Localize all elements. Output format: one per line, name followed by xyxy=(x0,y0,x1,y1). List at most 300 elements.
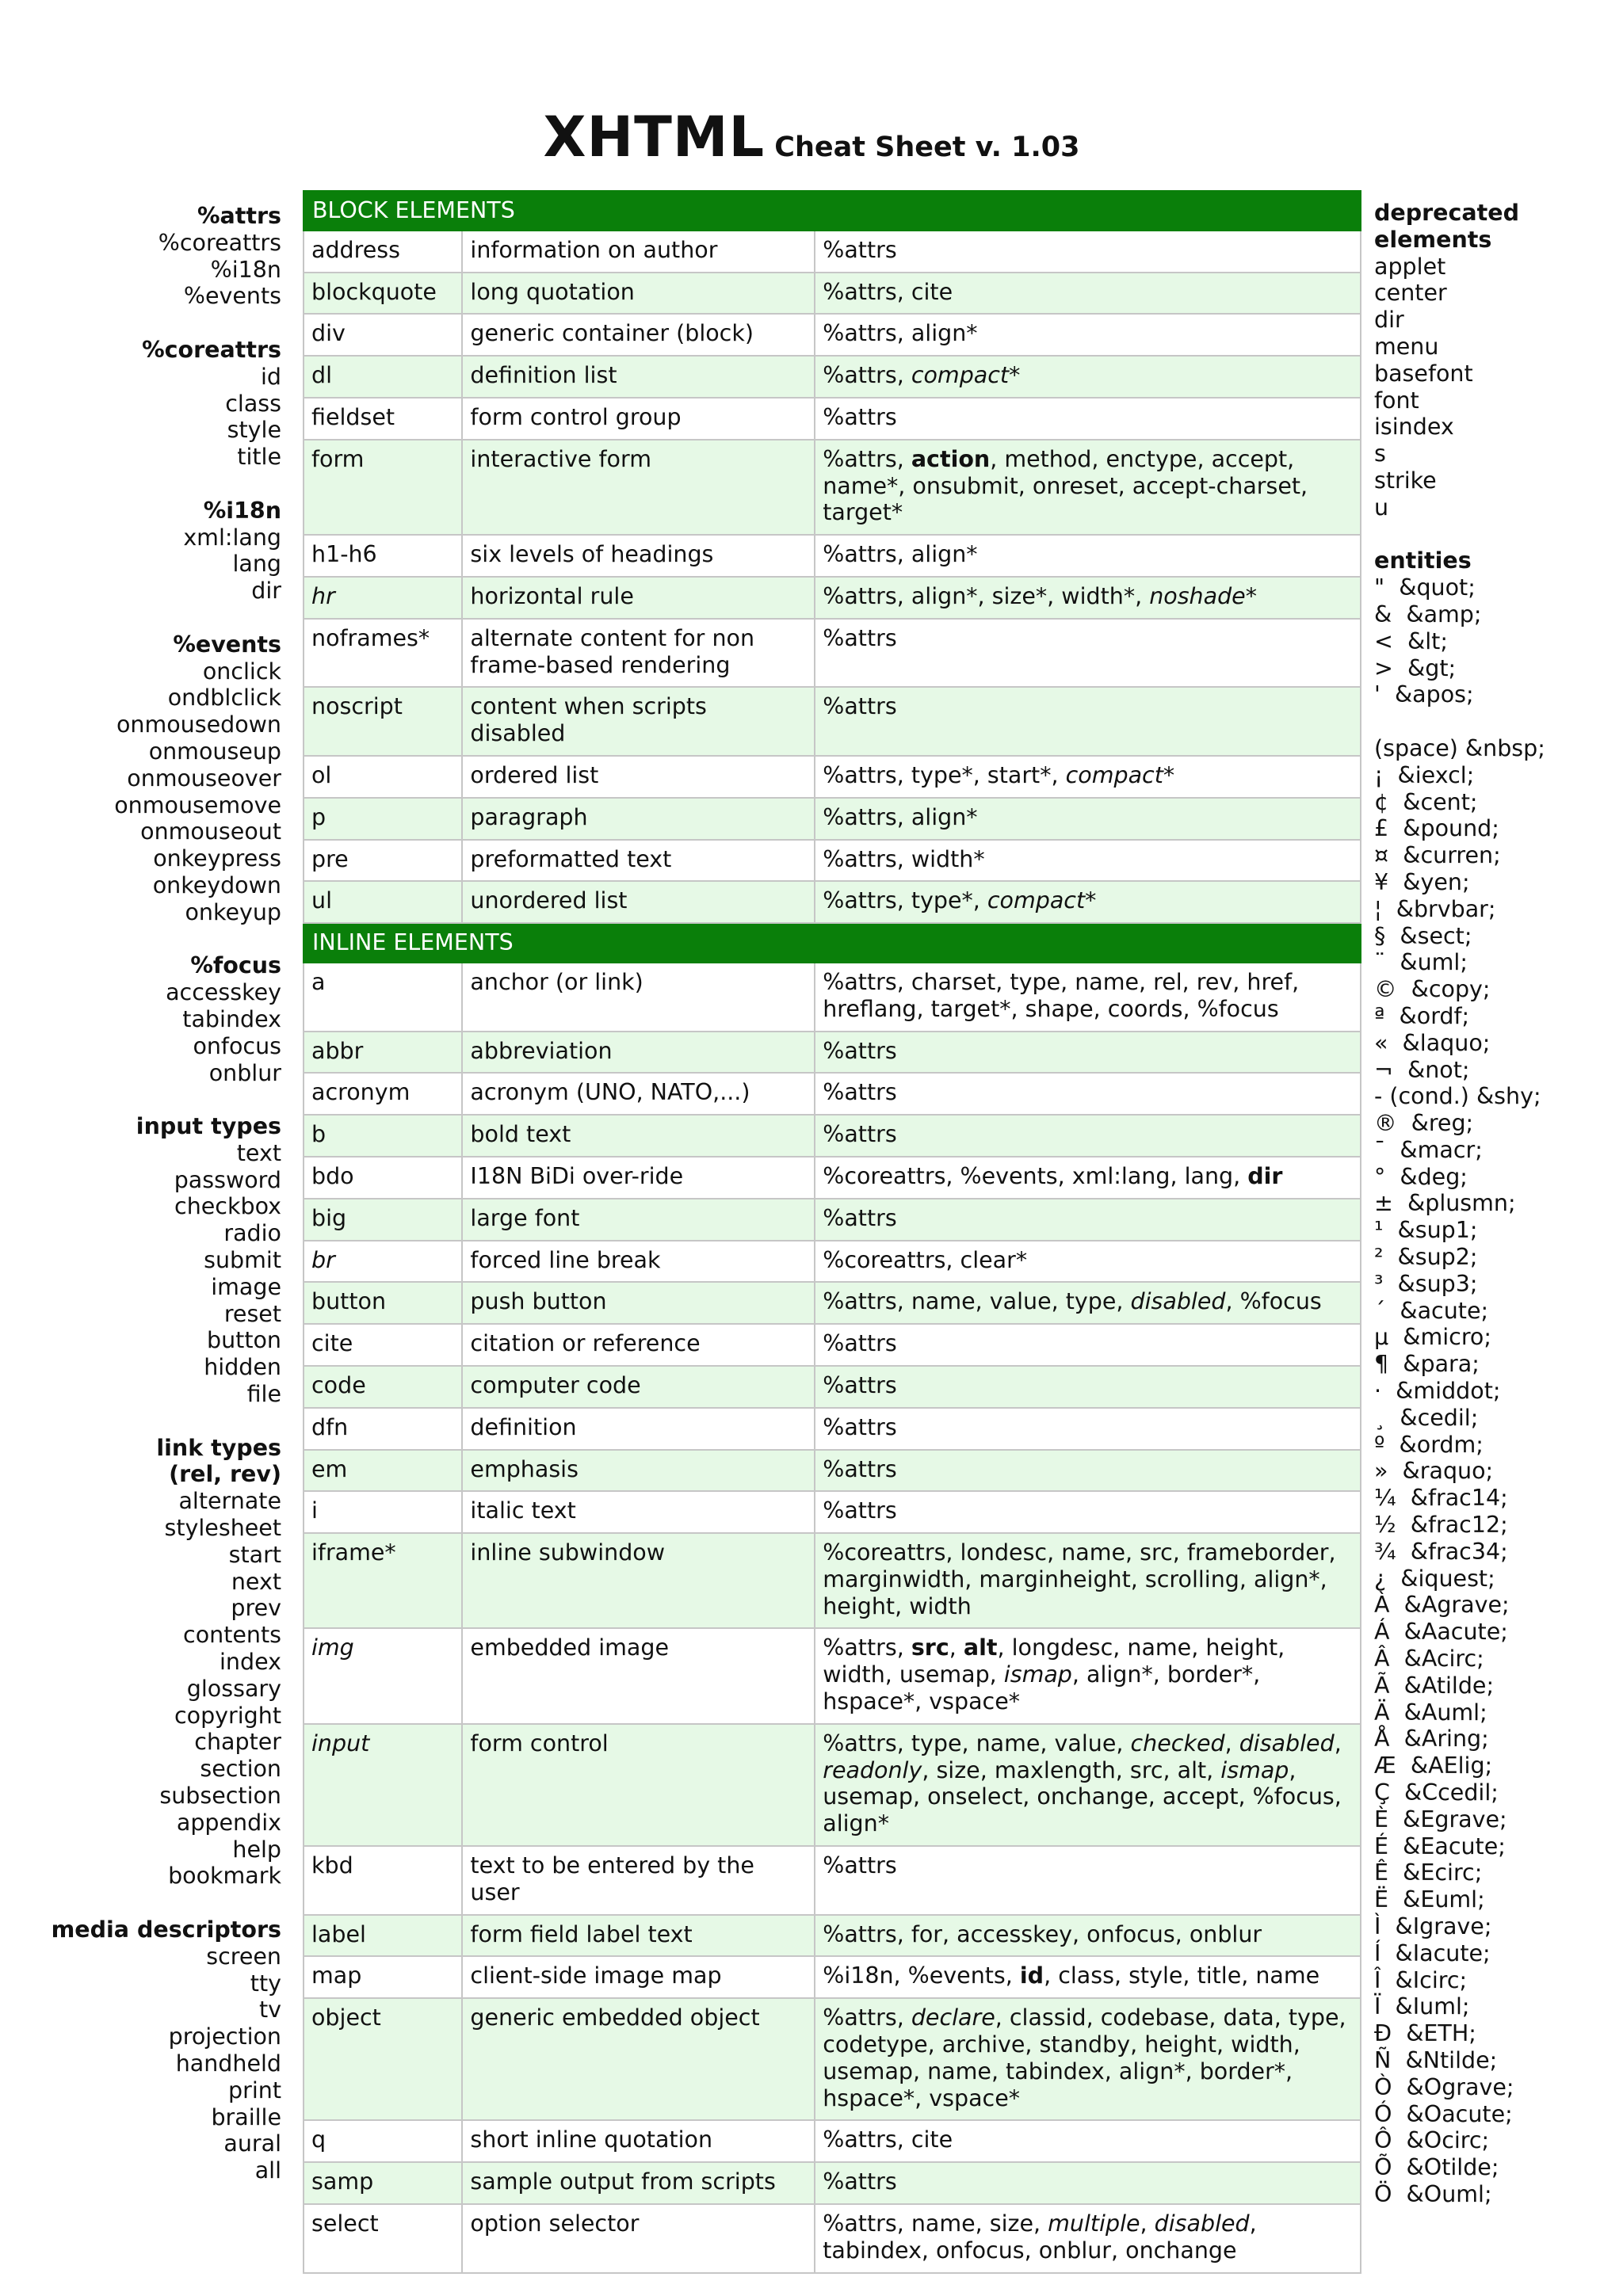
left-item: reset xyxy=(223,1300,281,1327)
attribute-text: compact* xyxy=(987,887,1097,914)
right-item: font xyxy=(1374,387,1419,414)
attribute-text: , tabindex, onfocus, onblur, onchange xyxy=(823,2210,1257,2264)
left-item: section xyxy=(200,1756,281,1783)
attribute-text: , xyxy=(1224,1730,1239,1756)
element-name: ul xyxy=(311,887,332,914)
right-item: º &ordm; xyxy=(1374,1431,1484,1458)
table-row xyxy=(304,1915,1361,1957)
table-row xyxy=(304,1846,1361,1915)
element-name-cell xyxy=(304,1324,462,1366)
table-row xyxy=(304,1491,1361,1533)
element-description: information on author xyxy=(462,231,815,273)
section-heading: BLOCK ELEMENTS xyxy=(304,191,1361,231)
attribute-text: declare xyxy=(911,2004,995,2031)
element-attributes-cell xyxy=(815,1282,1361,1324)
left-item: title xyxy=(237,444,281,471)
element-attributes-cell xyxy=(815,756,1361,798)
right-item: < &lt; xyxy=(1374,627,1448,654)
element-description: unordered list xyxy=(462,881,815,923)
element-attributes-cell xyxy=(815,1450,1361,1492)
left-item: copyright xyxy=(174,1702,281,1729)
right-item: ¼ &frac14; xyxy=(1374,1485,1508,1512)
element-name-cell xyxy=(304,231,462,273)
element-description: paragraph xyxy=(462,798,815,840)
element-name: acronym xyxy=(311,1079,411,1106)
element-name-cell xyxy=(304,1956,462,1998)
left-item: onmouseup xyxy=(148,738,281,765)
element-name-cell xyxy=(304,535,462,577)
right-item: - (cond.) &shy; xyxy=(1374,1083,1541,1110)
table-row xyxy=(304,2162,1361,2204)
element-attributes-cell xyxy=(815,1157,1361,1199)
left-item: style xyxy=(227,417,281,444)
attribute-text: , align*, border*, hspace*, vspace* xyxy=(823,1661,1261,1715)
element-name-cell xyxy=(304,1241,462,1283)
attribute-text: disabled xyxy=(1239,1730,1335,1756)
left-item: print xyxy=(228,2077,281,2103)
element-name: select xyxy=(311,2210,379,2237)
right-item: ® &reg; xyxy=(1374,1110,1474,1137)
left-item: radio xyxy=(223,1220,281,1247)
element-name-cell xyxy=(304,1915,462,1957)
right-item: ¬ &not; xyxy=(1374,1056,1470,1083)
right-item: ¿ &iquest; xyxy=(1374,1565,1495,1592)
element-attributes-cell xyxy=(815,1073,1361,1115)
left-item: screen xyxy=(206,1943,281,1970)
attribute-text: , xyxy=(949,1634,964,1661)
attribute-text: disabled xyxy=(1154,2210,1250,2237)
table-row xyxy=(304,1241,1361,1283)
left-item: projection xyxy=(168,2023,281,2050)
table-row xyxy=(304,1998,1361,2120)
right-item: Ç &Ccedil; xyxy=(1374,1779,1499,1806)
right-item: > &gt; xyxy=(1374,654,1457,681)
element-name-cell xyxy=(304,840,462,882)
table-row xyxy=(304,756,1361,798)
element-description: short inline quotation xyxy=(462,2120,815,2162)
left-group-heading: %i18n xyxy=(203,497,281,524)
element-description: italic text xyxy=(462,1491,815,1533)
element-description: acronym (UNO, NATO,...) xyxy=(462,1073,815,1115)
element-description: ordered list xyxy=(462,756,815,798)
table-row xyxy=(304,1724,1361,1846)
attribute-text: compact* xyxy=(1065,761,1175,788)
element-description: form control xyxy=(462,1724,815,1846)
section-header-row xyxy=(304,923,1361,963)
right-item: & &amp; xyxy=(1374,601,1482,627)
attribute-text: readonly xyxy=(823,1756,922,1783)
left-item: onkeydown xyxy=(152,871,281,898)
element-name-cell xyxy=(304,2162,462,2204)
right-item: Ð &ETH; xyxy=(1374,2020,1476,2047)
element-name: kbd xyxy=(311,1852,353,1879)
table-row xyxy=(304,356,1361,398)
element-attributes-cell xyxy=(815,2204,1361,2273)
title-sub: Cheat Sheet v. 1.03 xyxy=(765,132,1080,163)
right-item: ¡ &iexcl; xyxy=(1374,761,1475,788)
element-attributes-cell xyxy=(815,798,1361,840)
table-row xyxy=(304,963,1361,1032)
right-item: ¤ &curren; xyxy=(1374,842,1501,869)
element-name: object xyxy=(311,2004,381,2031)
attribute-text: , xyxy=(1334,1730,1342,1756)
element-name: bdo xyxy=(311,1162,354,1189)
element-attributes-cell xyxy=(815,314,1361,356)
left-item: braille xyxy=(211,2103,281,2130)
left-group xyxy=(24,952,281,1086)
attribute-text: , size, maxlength, src, alt, xyxy=(922,1756,1221,1783)
element-description: generic embedded object xyxy=(462,1998,815,2120)
right-reference-column xyxy=(1374,200,1612,2235)
left-item: text xyxy=(236,1139,281,1166)
element-name-cell xyxy=(304,1073,462,1115)
attribute-text: %attrs xyxy=(823,693,897,720)
right-item: ° &deg; xyxy=(1374,1163,1468,1190)
element-attributes-cell xyxy=(815,687,1361,756)
right-item: (space) &nbsp; xyxy=(1374,734,1545,761)
section-header-row xyxy=(304,191,1361,231)
element-name-cell xyxy=(304,1282,462,1324)
attribute-text: %attrs, xyxy=(823,1634,911,1661)
left-item: onmouseover xyxy=(127,765,281,791)
right-item: Á &Aacute; xyxy=(1374,1619,1508,1646)
left-item: onclick xyxy=(202,658,281,685)
left-item: alternate xyxy=(178,1488,281,1515)
left-item: onkeyup xyxy=(185,898,281,925)
right-item: Æ &AElig; xyxy=(1374,1753,1493,1779)
element-description: definition list xyxy=(462,356,815,398)
right-item: É &Eacute; xyxy=(1374,1833,1506,1859)
attribute-text: %attrs, xyxy=(823,445,911,472)
element-attributes-cell xyxy=(815,963,1361,1032)
element-name: input xyxy=(311,1730,370,1756)
element-description: client-side image map xyxy=(462,1956,815,1998)
attribute-text: %attrs, xyxy=(823,362,911,389)
element-description: computer code xyxy=(462,1366,815,1408)
attribute-text: %attrs xyxy=(823,2168,897,2195)
attribute-text: , method, enctype, accept, name*, onsubmit, onreset, accept-charset, target* xyxy=(823,445,1308,526)
element-attributes-cell xyxy=(815,1199,1361,1241)
right-item: " &quot; xyxy=(1374,574,1476,601)
element-name-cell xyxy=(304,881,462,923)
right-item: ¥ &yen; xyxy=(1374,868,1470,895)
right-item: « &laquo; xyxy=(1374,1029,1491,1056)
left-item: hidden xyxy=(204,1354,281,1381)
left-group xyxy=(24,1435,281,1890)
right-item: ´ &acute; xyxy=(1374,1297,1489,1324)
element-description: definition xyxy=(462,1408,815,1450)
attribute-text: checked xyxy=(1130,1730,1225,1756)
element-attributes-cell xyxy=(815,1628,1361,1723)
right-item: Ë &Euml; xyxy=(1374,1886,1485,1913)
attribute-text: %attrs xyxy=(823,236,897,263)
right-item: dir xyxy=(1374,307,1404,334)
element-name-cell xyxy=(304,2120,462,2162)
left-group-heading: %events xyxy=(173,631,281,658)
element-attributes-cell xyxy=(815,1915,1361,1957)
left-item: aural xyxy=(223,2130,281,2157)
table-row xyxy=(304,1324,1361,1366)
element-name-cell xyxy=(304,756,462,798)
left-item: tabindex xyxy=(182,1005,281,1032)
left-item: submit xyxy=(204,1247,281,1274)
element-description: abbreviation xyxy=(462,1032,815,1074)
attribute-text: %attrs xyxy=(823,1497,897,1524)
right-item: ³ &sup3; xyxy=(1374,1270,1478,1297)
element-name-cell xyxy=(304,963,462,1032)
left-item: %coreattrs xyxy=(158,229,281,256)
table-row xyxy=(304,1073,1361,1115)
element-name-cell xyxy=(304,1724,462,1846)
right-group xyxy=(1374,735,1612,2208)
right-item: § &sect; xyxy=(1374,922,1472,949)
attribute-text: %attrs xyxy=(823,1121,897,1148)
right-group-heading: elements xyxy=(1374,226,1492,253)
table-row xyxy=(304,314,1361,356)
element-description: emphasis xyxy=(462,1450,815,1492)
attribute-text: %attrs xyxy=(823,1330,897,1357)
right-item: Å &Aring; xyxy=(1374,1726,1489,1753)
attribute-text: %attrs, name, size, xyxy=(823,2210,1048,2237)
element-attributes-cell xyxy=(815,1998,1361,2120)
element-name-cell xyxy=(304,273,462,315)
attribute-text: ismap xyxy=(1220,1756,1289,1783)
element-description: large font xyxy=(462,1199,815,1241)
table-row xyxy=(304,1408,1361,1450)
element-name: cite xyxy=(311,1330,353,1357)
attribute-text: %attrs xyxy=(823,1852,897,1879)
left-group xyxy=(24,203,281,310)
element-name-cell xyxy=(304,1998,462,2120)
element-name: div xyxy=(311,320,346,347)
left-item: onmousemove xyxy=(114,791,281,818)
left-item: tty xyxy=(250,1970,281,1997)
left-item: appendix xyxy=(176,1809,281,1836)
element-name: address xyxy=(311,236,400,263)
left-group-heading: %focus xyxy=(190,952,281,979)
attribute-text: %attrs xyxy=(823,1037,897,1064)
element-name-cell xyxy=(304,356,462,398)
left-item: bookmark xyxy=(168,1863,281,1890)
table-row xyxy=(304,840,1361,882)
element-attributes-cell xyxy=(815,1956,1361,1998)
attribute-text: %attrs, charset, type, name, rel, rev, href, hreflang, target*, shape, coords, %focus xyxy=(823,968,1300,1022)
attribute-text: alt xyxy=(963,1634,998,1661)
right-item: Â &Acirc; xyxy=(1374,1646,1484,1672)
element-description: embedded image xyxy=(462,1628,815,1723)
title-main: XHTML xyxy=(543,105,766,170)
element-name-cell xyxy=(304,577,462,619)
right-item: Ä &Auml; xyxy=(1374,1699,1487,1726)
left-item: glossary xyxy=(186,1675,281,1702)
right-item: ¾ &frac34; xyxy=(1374,1538,1508,1565)
attribute-text: %coreattrs, londesc, name, src, frameborder, marginwidth, marginheight, scrolling, align*, height, width xyxy=(823,1539,1336,1619)
left-item: tv xyxy=(258,1997,281,2023)
attribute-text: %attrs, align* xyxy=(823,320,978,347)
table-row xyxy=(304,1282,1361,1324)
right-item: ± &plusmn; xyxy=(1374,1190,1516,1217)
right-item: À &Agrave; xyxy=(1374,1592,1510,1619)
element-attributes-cell xyxy=(815,840,1361,882)
attribute-text: %attrs, xyxy=(823,2004,911,2031)
right-item: Ò &Ograve; xyxy=(1374,2073,1514,2100)
table-row xyxy=(304,2120,1361,2162)
table-row xyxy=(304,1533,1361,1628)
left-item: help xyxy=(232,1836,281,1863)
left-group xyxy=(24,498,281,605)
attribute-text: , %focus xyxy=(1225,1288,1322,1315)
element-name: dl xyxy=(311,362,333,389)
right-item: isindex xyxy=(1374,414,1454,441)
element-name: button xyxy=(311,1288,387,1315)
left-item: chapter xyxy=(194,1729,281,1756)
attribute-text: %attrs, cite xyxy=(823,278,953,305)
table-row xyxy=(304,535,1361,577)
element-name: label xyxy=(311,1920,366,1947)
attribute-text: %attrs, align*, size*, width*, xyxy=(823,582,1150,609)
element-name: map xyxy=(311,1962,362,1989)
attribute-text: %attrs, align* xyxy=(823,541,978,568)
table-row xyxy=(304,231,1361,273)
attribute-text: %attrs xyxy=(823,1204,897,1231)
attribute-text: %i18n, %events, xyxy=(823,1962,1020,1989)
left-item: handheld xyxy=(175,2050,281,2077)
table-row xyxy=(304,1450,1361,1492)
element-name: hr xyxy=(311,582,335,609)
left-item: onfocus xyxy=(193,1032,281,1059)
attribute-text: %attrs xyxy=(823,1455,897,1482)
attribute-text: src xyxy=(911,1634,949,1661)
right-item: u xyxy=(1374,494,1389,521)
right-item: ¯ &macr; xyxy=(1374,1136,1483,1163)
right-item: ' &apos; xyxy=(1374,681,1474,708)
left-item: onmouseout xyxy=(140,818,281,845)
element-name-cell xyxy=(304,1032,462,1074)
left-group-heading: (rel, rev) xyxy=(169,1461,281,1488)
left-item: next xyxy=(231,1568,281,1595)
element-name-cell xyxy=(304,1628,462,1723)
element-name: big xyxy=(311,1204,347,1231)
element-attributes-cell xyxy=(815,535,1361,577)
right-item: ¹ &sup1; xyxy=(1374,1217,1478,1244)
attribute-text: , xyxy=(1140,2210,1155,2237)
right-item: ¦ &brvbar; xyxy=(1374,895,1496,922)
left-item: %i18n xyxy=(210,256,281,283)
element-attributes-cell xyxy=(815,440,1361,535)
element-name-cell xyxy=(304,1491,462,1533)
element-attributes-cell xyxy=(815,1032,1361,1074)
right-item: Ó &Oacute; xyxy=(1374,2100,1513,2127)
attribute-text: %coreattrs, %events, xml:lang, lang, xyxy=(823,1162,1248,1189)
element-attributes-cell xyxy=(815,1533,1361,1628)
attribute-text: multiple xyxy=(1048,2210,1140,2237)
table-row xyxy=(304,687,1361,756)
attribute-text: ismap xyxy=(1003,1661,1072,1688)
element-name: b xyxy=(311,1121,327,1148)
element-name: noframes* xyxy=(311,624,430,651)
table-row xyxy=(304,1199,1361,1241)
element-description: anchor (or link) xyxy=(462,963,815,1032)
left-group xyxy=(24,337,281,471)
right-item: menu xyxy=(1374,333,1439,360)
left-item: xml:lang xyxy=(183,524,281,551)
table-row xyxy=(304,1115,1361,1157)
right-item: · &middot; xyxy=(1374,1378,1501,1405)
left-item: password xyxy=(174,1166,281,1193)
element-attributes-cell xyxy=(815,1366,1361,1408)
attribute-text: %coreattrs, clear* xyxy=(823,1246,1028,1273)
element-name: br xyxy=(311,1246,335,1273)
element-attributes-cell xyxy=(815,1724,1361,1846)
element-attributes-cell xyxy=(815,2162,1361,2204)
element-description: citation or reference xyxy=(462,1324,815,1366)
left-group-heading: link types xyxy=(156,1434,281,1461)
element-name: h1-h6 xyxy=(311,541,377,568)
table-row xyxy=(304,1366,1361,1408)
right-item: Ì &Igrave; xyxy=(1374,1913,1492,1939)
right-item: » &raquo; xyxy=(1374,1458,1494,1485)
right-item: µ &micro; xyxy=(1374,1324,1491,1351)
element-description: interactive form xyxy=(462,440,815,535)
right-item: ¨ &uml; xyxy=(1374,949,1468,976)
element-description: I18N BiDi over-ride xyxy=(462,1157,815,1199)
left-item: id xyxy=(260,363,281,390)
element-name: abbr xyxy=(311,1037,364,1064)
left-item: start xyxy=(228,1541,281,1568)
element-name: q xyxy=(311,2126,327,2153)
right-item: È &Egrave; xyxy=(1374,1806,1507,1833)
table-row xyxy=(304,619,1361,688)
element-description: content when scripts disabled xyxy=(462,687,815,756)
element-name: img xyxy=(311,1634,354,1661)
attribute-text: %attrs xyxy=(823,403,897,430)
right-item: Ñ &Ntilde; xyxy=(1374,2046,1498,2073)
element-name-cell xyxy=(304,440,462,535)
right-item: Í &Iacute; xyxy=(1374,1939,1491,1966)
left-item: button xyxy=(206,1327,281,1354)
element-name-cell xyxy=(304,1846,462,1915)
element-description: horizontal rule xyxy=(462,577,815,619)
attribute-text: %attrs xyxy=(823,1413,897,1440)
attribute-text: , class, style, title, name xyxy=(1044,1962,1320,1989)
left-item: file xyxy=(246,1381,281,1408)
element-name: fieldset xyxy=(311,403,395,430)
element-attributes-cell xyxy=(815,1324,1361,1366)
left-item: stylesheet xyxy=(164,1515,281,1542)
element-name: dfn xyxy=(311,1413,349,1440)
element-name-cell xyxy=(304,2204,462,2273)
attribute-text: disabled xyxy=(1130,1288,1226,1315)
left-group xyxy=(24,1113,281,1408)
left-group-heading: %coreattrs xyxy=(142,336,281,363)
element-attributes-cell xyxy=(815,619,1361,688)
element-description: generic container (block) xyxy=(462,314,815,356)
table-row xyxy=(304,1157,1361,1199)
attribute-text: %attrs, type*, start*, xyxy=(823,761,1066,788)
table-row xyxy=(304,273,1361,315)
left-group-heading: media descriptors xyxy=(51,1917,281,1943)
table-row xyxy=(304,577,1361,619)
right-item: Ï &Iuml; xyxy=(1374,1993,1470,2020)
left-item: prev xyxy=(231,1595,281,1622)
left-item: onblur xyxy=(208,1059,281,1086)
table-row xyxy=(304,881,1361,923)
right-item: © &copy; xyxy=(1374,976,1491,1003)
left-item: ondblclick xyxy=(167,685,281,711)
element-description: forced line break xyxy=(462,1241,815,1283)
element-attributes-cell xyxy=(815,577,1361,619)
table-row xyxy=(304,398,1361,440)
